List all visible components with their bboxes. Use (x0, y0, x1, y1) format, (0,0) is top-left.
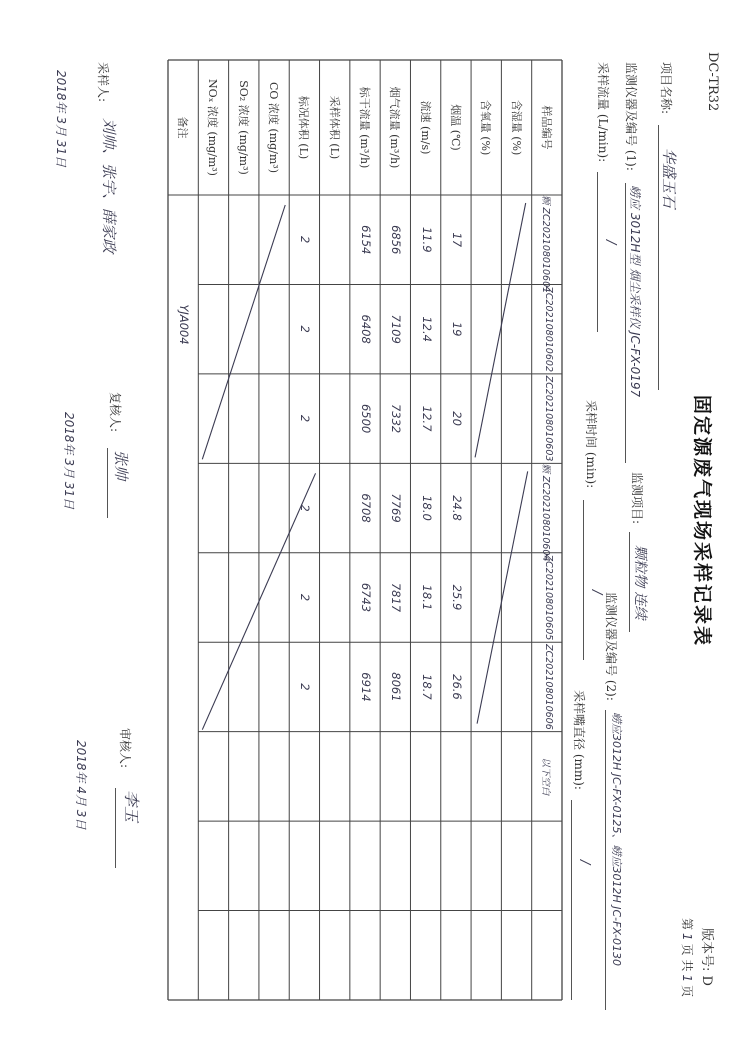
approver-underline (115, 788, 116, 868)
project-label: 项目名称: (659, 62, 673, 115)
monitor-item-value: 颗粒物 连续 (632, 545, 648, 620)
dry-flow-cell: 6408 (359, 314, 373, 344)
instrument2-label: 监测仪器及编号 (2): (604, 592, 618, 701)
row-label: 备注 (176, 116, 190, 139)
strike-line-moisture-oxygen-1 (475, 203, 526, 457)
sample-id-cell: 颗 ZC202108010601 (539, 195, 551, 294)
approver-label: 审核人: (118, 728, 132, 769)
dry-flow-cell: 6914 (359, 672, 373, 702)
smoke-temp-cell: 20 (449, 411, 464, 426)
approver-signature: 李玉 (122, 790, 141, 823)
row-label: NOₓ 浓度 (mg/m³) (206, 79, 220, 176)
page-counter: 第1页 共1页 (680, 918, 694, 998)
standard-volume-cell: 2 (298, 325, 313, 333)
doc-code: DC-TR32 (705, 52, 720, 112)
reviewer-underline (107, 448, 108, 518)
row-label: 烟温 (℃) (448, 104, 462, 151)
velocity-cell: 12.7 (419, 405, 434, 432)
sample-flow-label: 采样流量 (L/min): (596, 62, 610, 163)
row-label: 标干流量 (m³/h) (358, 86, 371, 169)
version-label: 版本号: D (699, 928, 714, 986)
reviewer-date: 2018年 3月 31日 (62, 412, 76, 510)
instrument2-value: 崂应3012H JC-FX-0125、崂应3012H JC-FX-0130 (610, 712, 623, 966)
standard-volume-cell: 2 (298, 414, 313, 423)
gas-flow-cell: 7332 (389, 403, 404, 434)
row-label: 含氧量 (%) (479, 99, 493, 156)
form-title: 固定源废气现场采样记录表 (691, 395, 713, 648)
sample-id-cell: 颗 ZC202108010604 (539, 463, 551, 562)
row-label: CO 浓度 (mg/m³) (267, 81, 281, 174)
nozzle-value: / (577, 860, 592, 865)
sample-id-cell: ZC202108010606 (542, 644, 554, 730)
strike-line-gas-concentrations-1 (202, 205, 285, 459)
instrument1-label: 监测仪器及编号 (1): (624, 62, 638, 171)
row-label: 样品编号 (539, 105, 553, 150)
row-label: 标况体积 (L) (297, 95, 311, 160)
row-label: 流速 (m/s) (418, 100, 432, 155)
monitor-item-label: 监测项目: (630, 472, 644, 525)
dry-flow-cell: 6708 (359, 493, 373, 523)
velocity-cell: 11.9 (419, 226, 434, 253)
velocity-cell: 18.1 (419, 584, 434, 611)
gas-flow-cell: 7109 (389, 314, 404, 344)
velocity-cell: 12.4 (419, 316, 434, 342)
row-label: SO₂ 浓度 (mg/m³) (236, 80, 250, 175)
dry-flow-cell: 6154 (359, 225, 373, 255)
standard-volume-cell: 2 (298, 683, 313, 691)
gas-flow-cell: 6856 (389, 225, 404, 255)
smoke-temp-cell: 26.6 (449, 674, 464, 700)
sample-time-value: / (589, 590, 604, 595)
row-label: 采样体积 (L) (327, 95, 341, 160)
sample-id-cell: ZC202108010605 (542, 554, 554, 641)
gas-flow-cell: 7817 (389, 582, 404, 613)
sampler-signature: 刘帅、张宇、薛家政 (100, 118, 118, 254)
sample-flow-value: / (603, 240, 618, 245)
velocity-cell: 18.7 (419, 674, 434, 700)
row-label: 含湿量 (%) (509, 99, 523, 156)
dry-flow-cell: 6500 (359, 403, 373, 434)
project-value: 华盛玉石 (660, 148, 678, 209)
strike-line-moisture-oxygen-2 (477, 471, 528, 723)
sampler-date: 2018年 3月 31日 (54, 70, 68, 168)
standard-volume-cell: 2 (298, 593, 313, 602)
gas-flow-cell: 7769 (389, 493, 404, 523)
blank-below-note: 以下空白 (539, 757, 551, 796)
smoke-temp-cell: 24.8 (449, 495, 464, 521)
reviewer-label: 复核人: (108, 392, 122, 433)
gas-flow-cell: 8061 (389, 672, 404, 702)
remark-cell: YJA004 (177, 304, 192, 345)
row-label: 烟气流量 (m³/h) (388, 86, 402, 169)
velocity-cell: 18.0 (419, 495, 434, 521)
sampler-label: 采样人: (96, 62, 110, 103)
page-number: 1 (680, 933, 694, 941)
sample-id-cell: ZC202108010603 (542, 375, 554, 462)
page-total: 1 (680, 974, 694, 983)
nozzle-label: 采样嘴直径 (mm): (572, 690, 586, 790)
approver-date: 2018年 4月 3日 (74, 740, 88, 830)
standard-volume-cell: 2 (298, 236, 313, 244)
smoke-temp-cell: 17 (449, 232, 464, 248)
standard-volume-cell: 2 (298, 504, 313, 512)
smoke-temp-cell: 25.9 (449, 584, 464, 611)
smoke-temp-cell: 19 (449, 321, 464, 337)
dry-flow-cell: 6743 (359, 582, 373, 613)
sample-id-cell: ZC202108010602 (542, 286, 554, 372)
sample-time-label: 采样时间 (min): (584, 400, 598, 489)
reviewer-signature: 张帅 (112, 450, 130, 481)
instrument1-value: 崂应 3012H型 烟尘采样仪 JC-FX-0197 (628, 185, 642, 398)
